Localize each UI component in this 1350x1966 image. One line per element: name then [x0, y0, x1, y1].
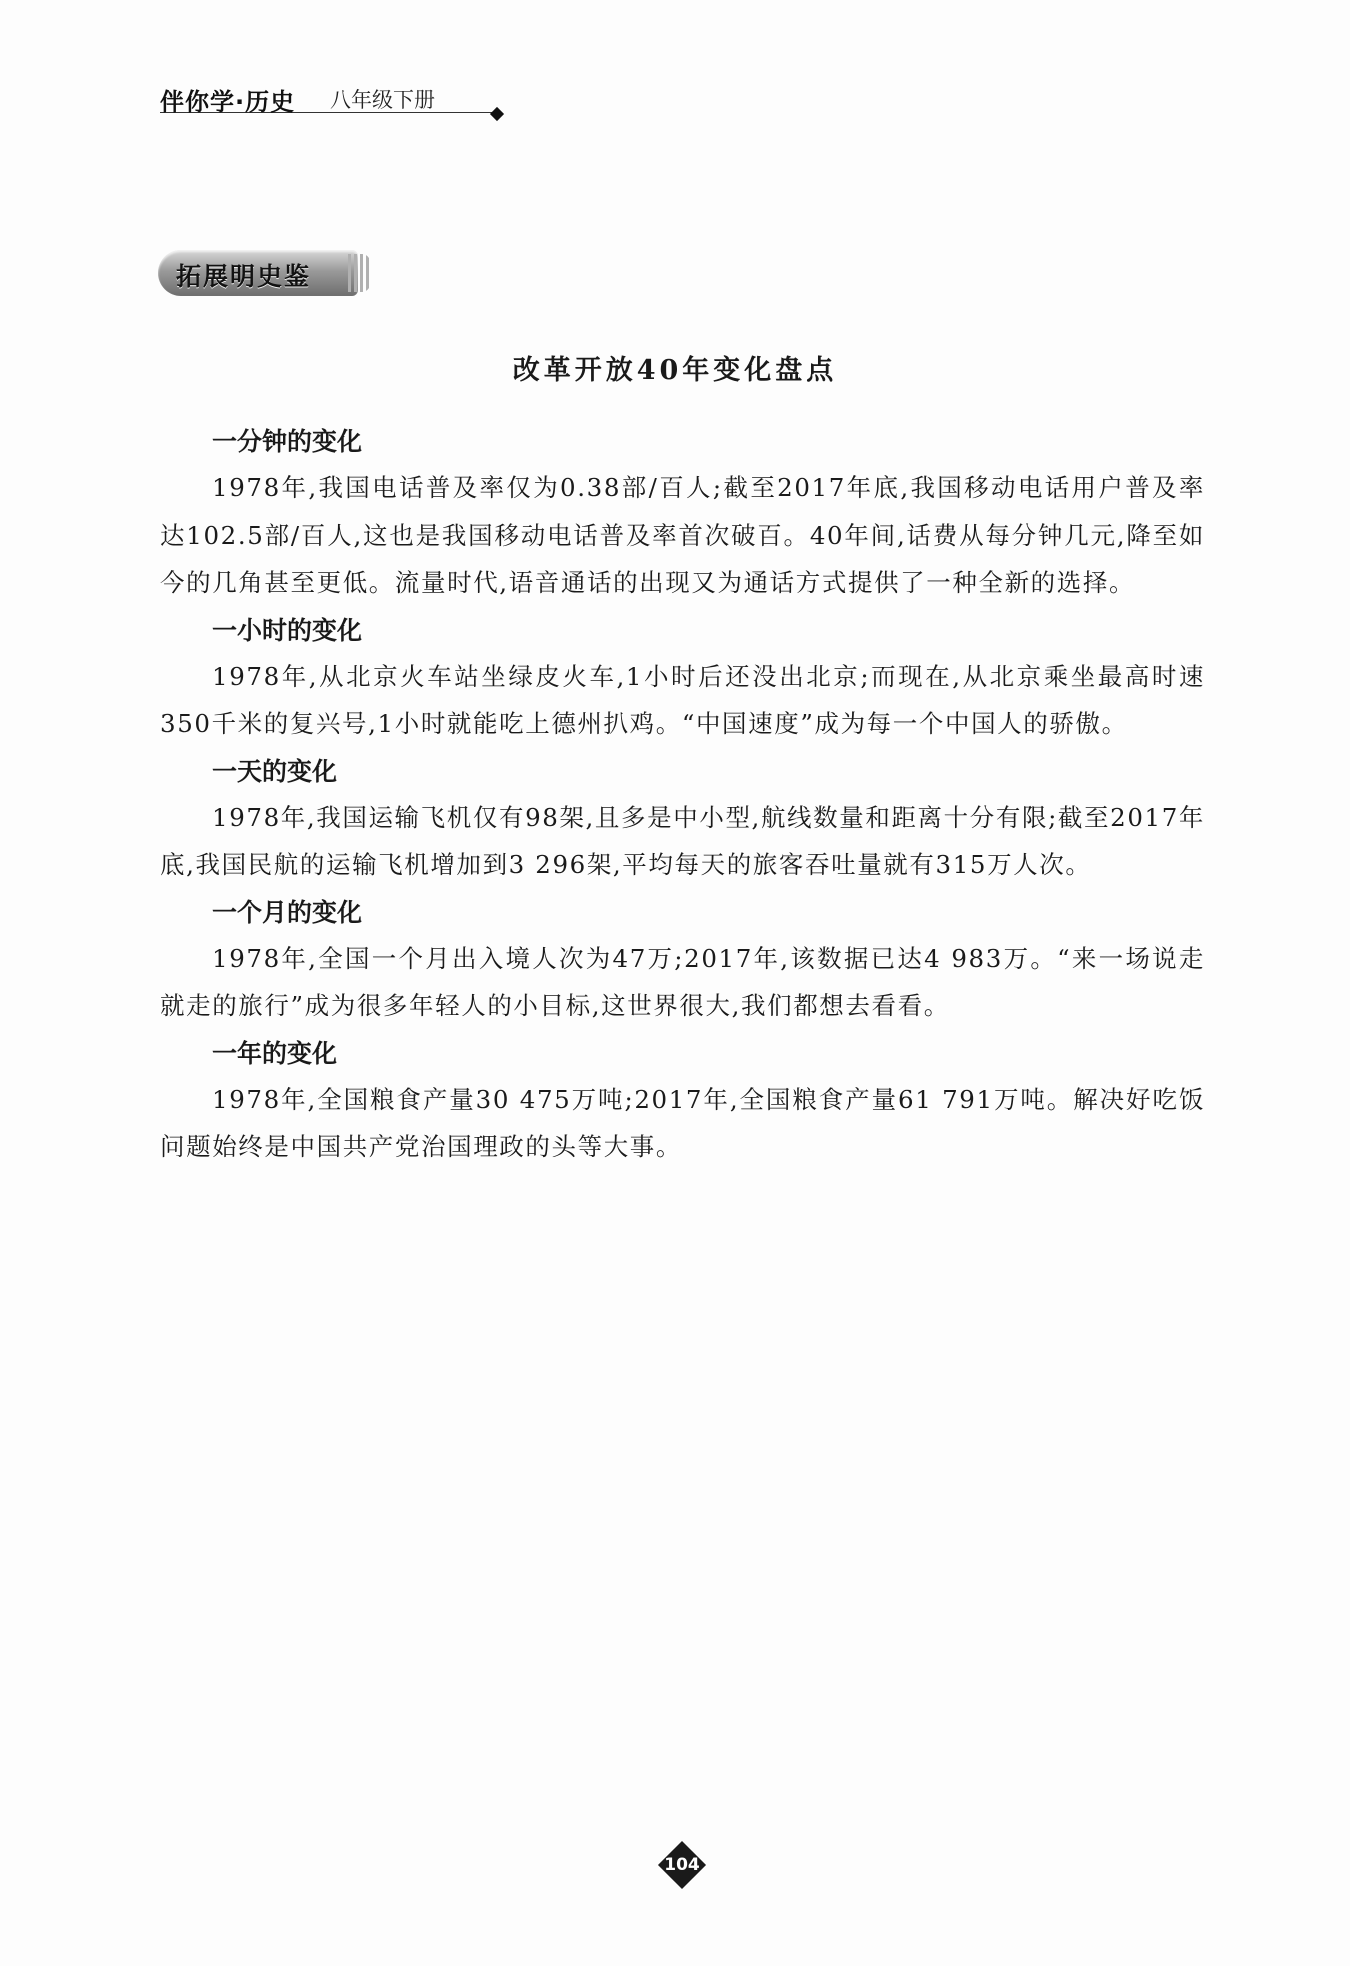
section-heading-year: 一年的变化 [212, 1038, 338, 1068]
section-badge-tail [348, 254, 370, 292]
article-body [160, 418, 1205, 1171]
section-text-year: 1978年,全国粮食产量30 475万吨;2017年,全国粮食产量61 791万吨。解决好吃饭问题始终是中国共产党治国理政的头等大事。 [160, 1084, 1205, 1161]
section-badge-label: 拓展明史鉴 [176, 262, 312, 291]
section-heading-month: 一个月的变化 [212, 897, 363, 927]
section-text-month: 1978年,全国一个月出入境人次为47万;2017年,该数据已达4 983万。“来一场说走就走的旅行”成为很多年轻人的小目标,这世界很大,我们都想去看看。 [160, 943, 1205, 1020]
section-badge [158, 250, 368, 296]
section-text-hour: 1978年,从北京火车站坐绿皮火车,1小时后还没出北京;而现在,从北京乘坐最高时速350千米的复兴号,1小时就能吃上德州扒鸡。“中国速度”成为每一个中国人的骄傲。 [160, 661, 1205, 738]
section-text-day: 1978年,我国运输飞机仅有98架,且多是中小型,航线数量和距离十分有限;截至2017年底,我国民航的运输飞机增加到3 296架,平均每天的旅客吞吐量就有315万人次。 [160, 802, 1205, 879]
section-heading-minute: 一分钟的变化 [212, 427, 363, 456]
article-title: 改革开放40年变化盘点 [512, 355, 838, 386]
section-text-minute: 1978年,我国电话普及率仅为0.38部/百人;截至2017年底,我国移动电话用户普及率达102.5部/百人,这也是我国移动电话普及率首次破百。40年间,话费从每分钟几元,降至如今的几角甚至更低。流量时代,语音通话的出现又为通话方式提供了一种全新的选择。 [160, 473, 1205, 597]
section-heading-day: 一天的变化 [212, 756, 338, 786]
grade-label: 八年级下册 [330, 88, 435, 112]
running-header [160, 82, 495, 116]
page-number-badge [659, 1842, 705, 1888]
book-title: 伴你学·历史 [160, 88, 296, 116]
section-heading-hour: 一小时的变化 [212, 615, 363, 645]
page-number: 104 [664, 1855, 700, 1875]
header-diamond-ornament [490, 107, 504, 121]
